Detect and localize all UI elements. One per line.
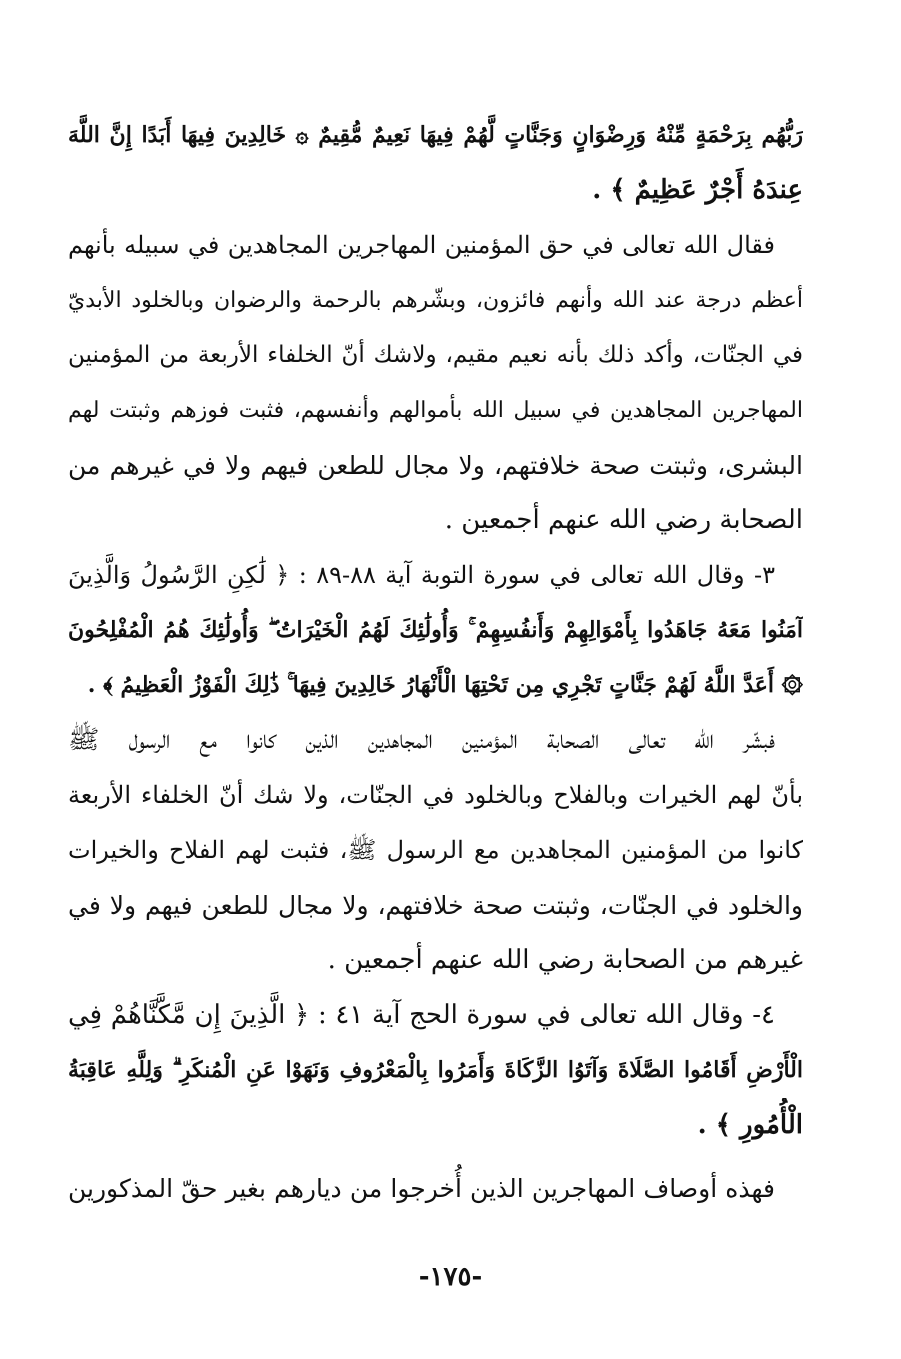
numbered-point-line: ٣- وقال الله تعالى في سورة التوبة آية ٨٨-٨٩ : ﴿ لَٰكِنِ الرَّسُولُ وَالَّذِينَ — [68, 561, 775, 589]
paragraph-line: المهاجرين المجاهدين في سبيل الله بأموالهم وأنفسهم، فثبت فوزهم وثبتت لهم — [68, 398, 803, 423]
paragraph-line: فهذه أوصاف المهاجرين الذين أُخرجوا من ديارهم بغير حقّ المذكورين — [68, 1174, 775, 1203]
paragraph-line: كانوا من المؤمنين المجاهدين مع الرسول ﷺ، فثبت لهم الفلاح والخيرات — [68, 836, 803, 864]
quran-verse-line: الْأَرْضِ أَقَامُوا الصَّلَاةَ وَآتَوُا الزَّكَاةَ وَأَمَرُوا بِالْمَعْرُوفِ وَنَهَوْا عَنِ الْمُنكَرِ ۗ وَلِلَّهِ عَاقِبَةُ — [68, 1057, 803, 1083]
page-number: -١٧٥- — [418, 1262, 483, 1292]
paragraph-line: في الجنّات، وأكد ذلك بأنه نعيم مقيم، ولاشك أنّ الخلفاء الأربعة من المؤمنين — [68, 342, 803, 368]
paragraph-line: فبشّر الله تعالى الصحابة المؤمنين المجاهدين الذين كانوا مع الرسول ﷺ — [68, 725, 775, 755]
paragraph-line: فقال الله تعالى في حق المؤمنين المهاجرين المجاهدين في سبيله بأنهم — [68, 231, 775, 259]
paragraph-line: الصحابة رضي الله عنهم أجمعين . — [444, 505, 803, 535]
paragraph-line: غيرهم من الصحابة رضي الله عنهم أجمعين . — [327, 945, 803, 975]
quran-verse-line: آمَنُوا مَعَهُ جَاهَدُوا بِأَمْوَالِهِمْ وَأَنفُسِهِمْ ۚ وَأُولَٰئِكَ لَهُمُ الْخَيْرَاتُ ۖ وَأُولَٰئِكَ هُمُ الْمُفْلِحُونَ — [68, 617, 803, 643]
paragraph-line: أعظم درجة عند الله وأنهم فائزون، وبشّرهم بالرحمة والرضوان وبالخلود الأبديّ — [68, 288, 803, 313]
paragraph-line: والخلود في الجنّات، وثبتت صحة خلافتهم، ولا مجال للطعن فيهم ولا في — [68, 891, 803, 920]
body-text — [68, 108, 803, 1216]
quran-verse-line: رَبُّهُم بِرَحْمَةٍ مِّنْهُ وَرِضْوَانٍ وَجَنَّاتٍ لَّهُمْ فِيهَا نَعِيمٌ مُّقِيمٌ ۞ خَالِدِينَ فِيهَا أَبَدًا إِنَّ اللَّهَ — [68, 122, 803, 148]
paragraph-line: بأنّ لهم الخيرات وبالفلاح وبالخلود في الجنّات، ولا شك أنّ الخلفاء الأربعة — [68, 781, 803, 809]
quran-verse-line: عِندَهُ أَجْرٌ عَظِيمٌ ﴾ . — [592, 175, 803, 205]
numbered-point-line: ٤- وقال الله تعالى في سورة الحج آية ٤١ : ﴿ الَّذِينَ إِن مَّكَّنَّاهُمْ فِي — [68, 1000, 775, 1030]
paragraph-line: البشرى، وثبتت صحة خلافتهم، ولا مجال للطعن فيهم ولا في غيرهم من — [68, 451, 803, 480]
quran-verse-line: الْأُمُورِ ﴾ . — [697, 1110, 803, 1140]
quran-verse-line: ۞ أَعَدَّ اللَّهُ لَهُمْ جَنَّاتٍ تَجْرِي مِن تَحْتِهَا الْأَنْهَارُ خَالِدِينَ فِيهَا ۚ ذَٰلِكَ الْفَوْزُ الْعَظِيمُ ﴾ . — [87, 672, 803, 698]
